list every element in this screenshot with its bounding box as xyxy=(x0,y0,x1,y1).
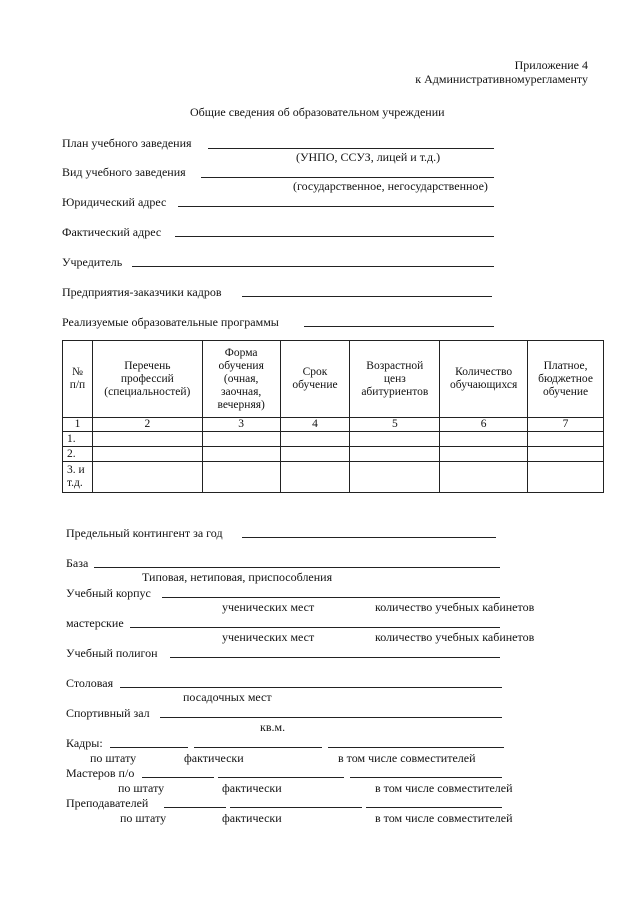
teachers-schedule-line xyxy=(164,807,226,808)
row-label: 1. xyxy=(63,432,93,447)
teachers-label: Преподавателей xyxy=(66,796,149,810)
table-cell[interactable] xyxy=(280,462,350,493)
teachers-by-schedule-label: по штату xyxy=(120,811,167,825)
header-students-count: Количество обучающихся xyxy=(440,341,528,418)
masters-parttime-label: в том числе совместителей xyxy=(375,781,513,795)
staff-schedule-line xyxy=(110,747,188,748)
actual-address-label: Фактический адрес xyxy=(62,225,162,239)
column-number: 7 xyxy=(528,418,604,432)
column-number: 4 xyxy=(280,418,350,432)
table-cell[interactable] xyxy=(202,447,280,462)
programs-line xyxy=(304,326,494,327)
masters-actual-label: фактически xyxy=(222,781,282,795)
table-cell[interactable] xyxy=(350,447,440,462)
polygon-line xyxy=(170,657,500,658)
table-cell[interactable] xyxy=(528,432,604,447)
type-hint: (государственное, негосударственное) xyxy=(293,179,488,193)
header-age-limit: Возрастной ценз абитуриентов xyxy=(350,341,440,418)
table-row xyxy=(63,447,604,462)
plan-line xyxy=(208,148,494,149)
staff-label: Кадры: xyxy=(66,736,103,750)
masters-by-schedule-label: по штату xyxy=(118,781,165,795)
column-number: 6 xyxy=(440,418,528,432)
header-payment-type: Платное, бюджетное обучение xyxy=(528,341,604,418)
table-cell[interactable] xyxy=(202,432,280,447)
header-duration: Срок обучение xyxy=(280,341,350,418)
table-cell[interactable] xyxy=(280,432,350,447)
contingent-line xyxy=(242,537,496,538)
sqm-label: кв.м. xyxy=(260,720,286,734)
base-line xyxy=(94,567,500,568)
teachers-actual-line xyxy=(230,807,362,808)
table-row xyxy=(63,432,604,447)
plan-label: План учебного заведения xyxy=(62,136,192,150)
masters-label: Мастеров п/о xyxy=(66,766,135,780)
table-column-numbers-row xyxy=(63,418,604,432)
header-study-form: Форма обучения (очная, заочная, вечерняя) xyxy=(202,341,280,418)
teachers-parttime-line xyxy=(366,807,502,808)
table-cell[interactable] xyxy=(440,447,528,462)
staff-parttime-line xyxy=(328,747,504,748)
customers-label: Предприятия-заказчики кадров xyxy=(62,285,222,299)
programs-label: Реализуемые образовательные программы xyxy=(62,315,279,329)
masters-schedule-line xyxy=(142,777,214,778)
appendix-number: Приложение 4 xyxy=(514,58,588,72)
founder-line xyxy=(132,266,494,267)
contingent-label: Предельный контингент за год xyxy=(66,526,223,540)
type-line xyxy=(201,177,494,178)
column-number: 3 xyxy=(202,418,280,432)
student-places-label: ученических мест xyxy=(222,600,315,614)
teachers-parttime-label: в том числе совместителей xyxy=(375,811,513,825)
classrooms-label-2: количество учебных кабинетов xyxy=(375,630,535,644)
staff-by-schedule-label: по штату xyxy=(90,751,137,765)
workshops-label: мастерские xyxy=(66,616,124,630)
seats-label: посадочных мест xyxy=(183,690,272,704)
column-number: 1 xyxy=(63,418,93,432)
column-number: 5 xyxy=(350,418,440,432)
table-header-row xyxy=(63,341,604,418)
building-line xyxy=(162,597,500,598)
actual-address-line xyxy=(175,236,494,237)
row-label: 3. и т.д. xyxy=(63,462,93,493)
base-label: База xyxy=(66,556,89,570)
masters-parttime-line xyxy=(350,777,502,778)
teachers-actual-label: фактически xyxy=(222,811,282,825)
gym-line xyxy=(160,717,502,718)
canteen-line xyxy=(120,687,502,688)
gym-label: Спортивный зал xyxy=(66,706,150,720)
row-label: 2. xyxy=(63,447,93,462)
staff-parttime-label: в том числе совместителей xyxy=(338,751,476,765)
polygon-label: Учебный полигон xyxy=(66,646,158,660)
workshops-line xyxy=(130,627,500,628)
table-cell[interactable] xyxy=(202,462,280,493)
canteen-label: Столовая xyxy=(66,676,114,690)
masters-actual-line xyxy=(218,777,344,778)
base-hint: Типовая, нетиповая, приспособления xyxy=(142,570,333,584)
regulation-reference: к Административномурегламенту xyxy=(415,72,588,86)
table-cell[interactable] xyxy=(440,462,528,493)
header-professions: Перечень профессий (специальностей) xyxy=(92,341,202,418)
staff-actual-line xyxy=(194,747,322,748)
table-cell[interactable] xyxy=(350,432,440,447)
table-cell[interactable] xyxy=(350,462,440,493)
plan-hint: (УНПО, ССУЗ, лицей и т.д.) xyxy=(296,150,441,164)
header-number: № п/п xyxy=(63,341,93,418)
classrooms-label: количество учебных кабинетов xyxy=(375,600,535,614)
legal-address-label: Юридический адрес xyxy=(62,195,167,209)
column-number: 2 xyxy=(92,418,202,432)
table-cell[interactable] xyxy=(440,432,528,447)
table-cell[interactable] xyxy=(528,447,604,462)
page-title: Общие сведения об образовательном учреждении xyxy=(190,105,445,119)
legal-address-line xyxy=(178,206,494,207)
table-cell[interactable] xyxy=(92,462,202,493)
table-cell[interactable] xyxy=(280,447,350,462)
type-label: Вид учебного заведения xyxy=(62,165,186,179)
building-label: Учебный корпус xyxy=(66,586,151,600)
table-cell[interactable] xyxy=(92,432,202,447)
table-cell[interactable] xyxy=(92,447,202,462)
founder-label: Учредитель xyxy=(62,255,123,269)
table-row xyxy=(63,462,604,493)
programs-table xyxy=(62,340,604,493)
table-cell[interactable] xyxy=(528,462,604,493)
student-places-label-2: ученических мест xyxy=(222,630,315,644)
customers-line xyxy=(242,296,492,297)
staff-actual-label: фактически xyxy=(184,751,244,765)
